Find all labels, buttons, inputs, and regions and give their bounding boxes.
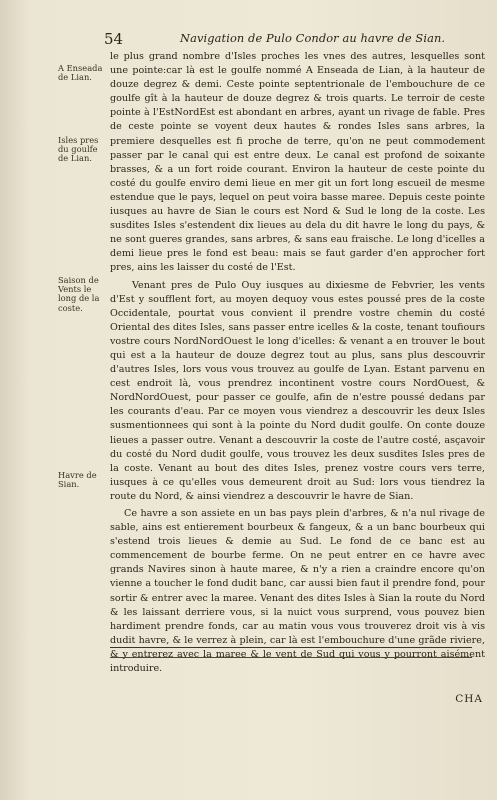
paragraph-vents: Venant pres de Pulo Ouy iusques au dixiesme de Febvrier, les vents d'Est y soufflent fort, au moyen dequoy vous estes poussé pres de la coste Occidentale, pourtat vous convient il prendre vostre chemin du costé Oriental des dites Isles, sans passer entre icelles & la coste, tenant toufiours vostre cours NordNordOuest le long d'icelles: & venant a en trouver le bout qui est a la hauteur de douze degrez tout au plus, sans plus descouvrir d'autres Isles, lors vous vous trouvez au goulfe de Lyan. Estant parvenu en cest endroit là, vous prendrez incontinent vostre cours NordOuest, & NordNordOuest, pour passer ce goulfe, afin de n'estre poussé dedans par les courants d'eau. Par ce moyen vous viendrez a descouvrir les deux Isles susmentionnees qui sont à la pointe du Nord dudit goulfe. On conte douze lieues a passer outre. Venant a descouvrir la coste de l'autre costé, asçavoir du costé du Nord dudit goulfe, vous trouvez les deux susdites Isles pres de la coste. Venant au bout des dites Isles, prenez vostre cours vers terre, iusques à ce qu'elles vous demeurent droit au Sud: lors vous tiendrez la route du Nord, & ainsi viendrez a descouvrir le havre de Sian. <box>110 279 485 502</box>
margin-note-enseada: A Enseada de Lian. <box>58 63 103 83</box>
running-head: Navigation de Pulo Condor au havre de Sian. <box>180 31 446 45</box>
paragraph-havre-sian: Ce havre a son assiete en un bas pays plein d'arbres, & n'a nul rivage de sable, ains est entierement bourbeux & fangeux, & a un banc bourbeux qui s'estend trois lieues & demie au Sud. Le fond de ce banc est au commencement de bourbe ferme. On ne peut entrer en ce havre avec grands Navires sinon à haute maree, & n'y a rien a craindre encore qu'on vienne a toucher le fond dudit banc, car aussi bien faut il prendre fond, pour sortir & entrer avec la maree. Venant des dites Isles à Sian la route du Nord & les laissant derriere vous, si la nuict vous surprend, vous pouvez bien hardiment prendre fonds, car au matin vous vous trouverez droit vis à vis dudit havre, & le verrez à plein, car là est l'embouchure d'une grãde riviere, & y entrerez avec la maree & le vent de Sud qui vous y pourront aisément introduire. <box>110 508 485 675</box>
divider-rule-secondary <box>110 657 472 658</box>
page-number: 54 <box>104 30 124 48</box>
margin-note-havre: Havre de Sian. <box>58 470 97 490</box>
body-text <box>110 50 485 676</box>
divider-rule <box>110 647 472 648</box>
margin-note-isles: Isles pres du goulfe de Lian. <box>58 135 99 164</box>
paragraph-enseada: le plus grand nombre d'Isles proches les vnes des autres, lesquelles sont une pointe:car là est le goulfe nommé A Enseada de Lian, à la hauteur de douze degrez & demi. Ceste pointe septentrionale de l'embouchure de ce goulfe gît à la hauteur de douze degrez & trois quarts. Le terroir de ceste pointe à l'EstNordEst est abondant en arbres, ayant un rivage de fable. Pres de ceste pointe se voyent deux hautes & rondes Isles sans arbres, la premiere desquelles est fi proche de terre, qu'on ne peut commodement passer par le canal qui est entre deux. Le canal est profond de soixante brasses, & a un fort roide courant. Environ la hauteur de ceste pointe du costé du goulfe enviro demi lieue en mer git un fort long escueil de mesme estendue que le pays, lequel on peut voira basse maree. Depuis ceste pointe iusques au havre de Sian le cours est Nord & Sud le long de la coste. Les susdites Isles s'estendent dix lieues au dela du dit havre le long du pays, & ne sont gueres grandes, sans arbres, & sans eau fraische. Le long d'icelles a demi lieue pres le fond est beau: mais se faut garder d'en approcher fort pres, ains les laisser du costé de l'Est. <box>110 51 485 274</box>
page-header <box>92 30 482 50</box>
margin-note-saison: Saison de Vents le long de la coste. <box>58 275 100 313</box>
catchword: CHA <box>455 693 483 705</box>
